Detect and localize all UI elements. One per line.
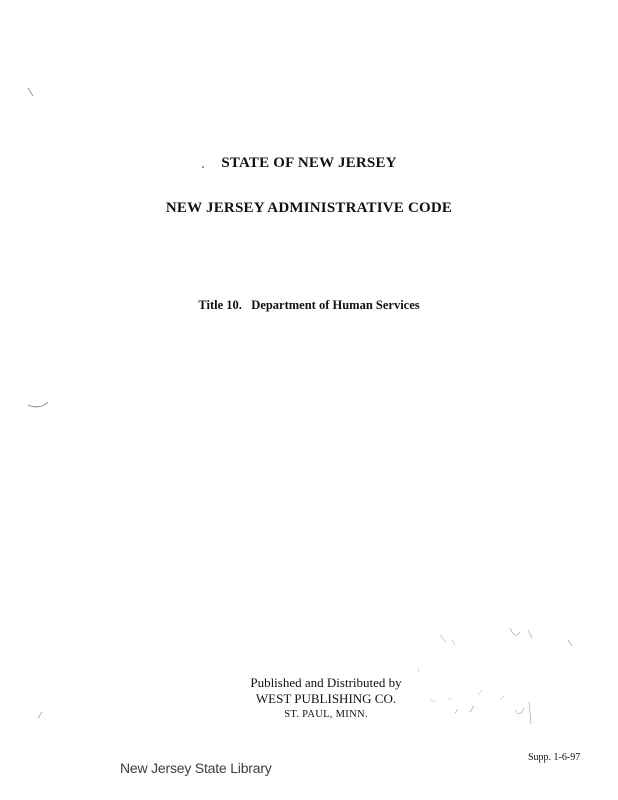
publisher-location: ST. PAUL, MINN. xyxy=(284,709,368,720)
publisher-block xyxy=(226,675,426,723)
supplement-date: Supp. 1-6-97 xyxy=(528,752,581,763)
code-title: NEW JERSEY ADMINISTRATIVE CODE xyxy=(165,200,453,216)
publisher-name: WEST PUBLISHING CO. xyxy=(255,691,397,706)
publisher-line: Published and Distributed by xyxy=(250,675,402,690)
state-title: STATE OF NEW JERSEY xyxy=(221,155,397,171)
library-stamp: New Jersey State Library xyxy=(120,760,272,776)
title-heading: Title 10. Department of Human Services xyxy=(198,298,420,312)
